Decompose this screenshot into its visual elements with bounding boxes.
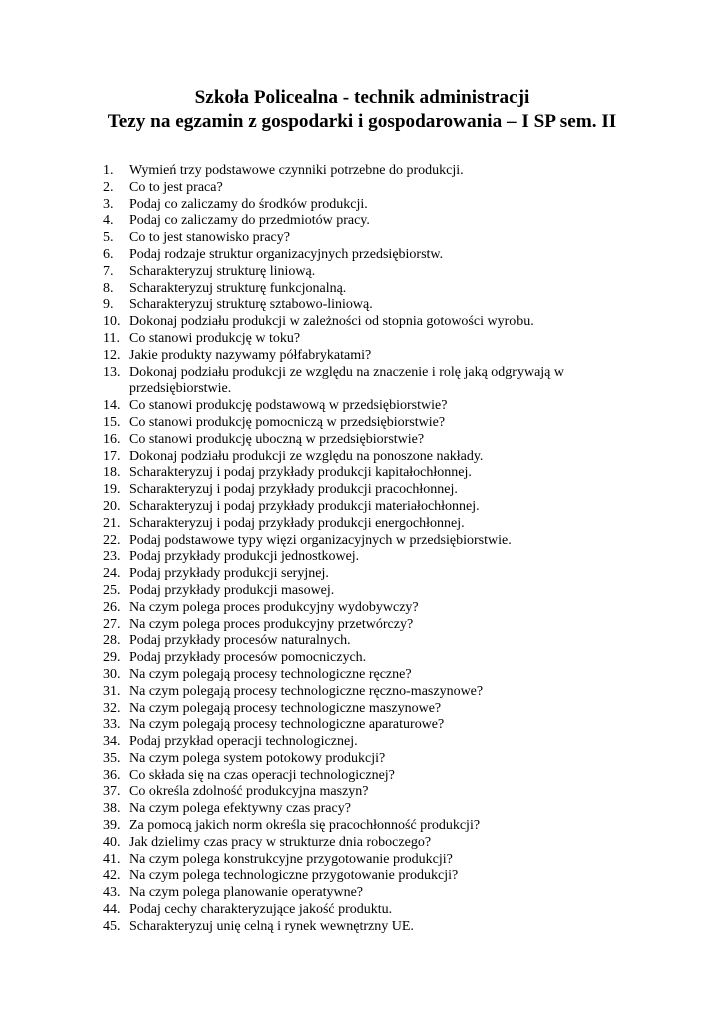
question-item	[103, 230, 603, 247]
question-number: 3.	[103, 196, 114, 212]
question-item	[103, 717, 603, 734]
question-text: Co składa się na czas operacji technologicznej?	[129, 767, 395, 783]
question-text: Podaj przykłady produkcji jednostkowej.	[129, 549, 360, 565]
question-item	[103, 784, 603, 801]
question-item	[103, 365, 603, 399]
question-number: 15.	[103, 414, 121, 430]
question-number: 43.	[103, 885, 121, 901]
question-number: 18.	[103, 465, 121, 481]
document-header	[0, 86, 724, 134]
question-item	[103, 314, 603, 331]
question-number: 28.	[103, 633, 121, 649]
question-item	[103, 617, 603, 634]
question-item	[103, 449, 603, 466]
question-item	[103, 835, 603, 852]
question-text: Na czym polegają procesy technologiczne ręczno-maszynowe?	[129, 683, 484, 699]
question-number: 16.	[103, 431, 121, 447]
question-item	[103, 902, 603, 919]
question-item	[103, 247, 603, 264]
question-item	[103, 852, 603, 869]
question-text: Scharakteryzuj strukturę sztabowo-liniową.	[129, 297, 373, 313]
question-item	[103, 818, 603, 835]
question-text: Podaj przykłady procesów naturalnych.	[129, 633, 351, 649]
question-number: 20.	[103, 498, 121, 514]
question-item	[103, 499, 603, 516]
question-number: 4.	[103, 213, 114, 229]
question-item	[103, 516, 603, 533]
question-number: 38.	[103, 801, 121, 817]
question-text: Podaj przykłady produkcji masowej.	[129, 582, 335, 598]
question-text: Za pomocą jakich norm określa się pracochłonność produkcji?	[129, 818, 481, 834]
question-text: Scharakteryzuj strukturę liniową.	[129, 263, 316, 279]
question-text: Na czym polegają procesy technologiczne ręczne?	[129, 666, 412, 682]
question-text: Na czym polega proces produkcyjny przetwórczy?	[129, 616, 414, 632]
question-number: 39.	[103, 818, 121, 834]
question-number: 37.	[103, 784, 121, 800]
question-item	[103, 885, 603, 902]
question-text: Co to jest stanowisko pracy?	[129, 230, 290, 246]
question-number: 22.	[103, 532, 121, 548]
question-number: 45.	[103, 918, 121, 934]
question-number: 26.	[103, 599, 121, 615]
question-item	[103, 684, 603, 701]
question-number: 19.	[103, 482, 121, 498]
question-number: 24.	[103, 566, 121, 582]
question-number: 44.	[103, 902, 121, 918]
question-item	[103, 331, 603, 348]
question-number: 12.	[103, 347, 121, 363]
question-text: Na czym polegają procesy technologiczne aparaturowe?	[129, 717, 445, 733]
question-text: Dokonaj podziału produkcji w zależności od stopnia gotowości wyrobu.	[129, 314, 534, 330]
question-text: Co stanowi produkcję uboczną w przedsiębiorstwie?	[129, 431, 425, 447]
question-number: 1.	[103, 163, 114, 178]
question-text: Scharakteryzuj i podaj przykłady produkcji kapitałochłonnej.	[129, 465, 472, 481]
question-number: 27.	[103, 616, 121, 632]
question-item	[103, 583, 603, 600]
question-text: Co stanowi produkcję pomocniczą w przedsiębiorstwie?	[129, 414, 446, 430]
question-number: 41.	[103, 851, 121, 867]
question-text: Podaj przykłady produkcji seryjnej.	[129, 566, 329, 582]
question-text: Jakie produkty nazywamy półfabrykatami?	[129, 347, 372, 363]
question-number: 10.	[103, 314, 121, 330]
question-number: 30.	[103, 666, 121, 682]
question-item	[103, 919, 603, 936]
question-item	[103, 633, 603, 650]
question-text: Podaj cechy charakteryzujące jakość produktu.	[129, 902, 393, 918]
question-text: Dokonaj podziału produkcji ze względu na znaczenie i rolę jaką odgrywają w przedsiębiorstwie.	[129, 364, 564, 397]
question-number: 29.	[103, 650, 121, 666]
question-item	[103, 281, 603, 298]
question-number: 2.	[103, 179, 114, 195]
question-item	[103, 180, 603, 197]
question-item	[103, 650, 603, 667]
question-number: 40.	[103, 834, 121, 850]
question-text: Podaj przykład operacji technologicznej.	[129, 734, 358, 750]
question-text: Scharakteryzuj i podaj przykłady produkcji energochłonnej.	[129, 515, 465, 531]
question-item	[103, 667, 603, 684]
question-number: 35.	[103, 750, 121, 766]
question-text: Wymień trzy podstawowe czynniki potrzebne do produkcji.	[129, 163, 464, 178]
question-item	[103, 768, 603, 785]
question-number: 14.	[103, 398, 121, 414]
question-item	[103, 264, 603, 281]
question-number: 31.	[103, 683, 121, 699]
question-text: Co stanowi produkcję podstawową w przedsiębiorstwie?	[129, 398, 448, 414]
question-text: Co określa zdolność produkcyjna maszyn?	[129, 784, 369, 800]
question-item	[103, 197, 603, 214]
question-item	[103, 868, 603, 885]
question-text: Co stanowi produkcję w toku?	[129, 330, 301, 346]
question-text: Scharakteryzuj i podaj przykłady produkcji materiałochłonnej.	[129, 498, 480, 514]
question-item	[103, 734, 603, 751]
question-item	[103, 533, 603, 550]
question-number: 34.	[103, 734, 121, 750]
question-item	[103, 701, 603, 718]
question-item	[103, 482, 603, 499]
question-text: Na czym polega proces produkcyjny wydobywczy?	[129, 599, 419, 615]
question-text: Podaj rodzaje struktur organizacyjnych przedsiębiorstw.	[129, 246, 444, 262]
question-list	[103, 163, 603, 936]
question-text: Scharakteryzuj unię celną i rynek wewnętrzny UE.	[129, 918, 414, 934]
question-item	[103, 566, 603, 583]
question-number: 23.	[103, 549, 121, 565]
question-item	[103, 432, 603, 449]
question-text: Jak dzielimy czas pracy w strukturze dnia roboczego?	[129, 834, 432, 850]
question-text: Co to jest praca?	[129, 179, 223, 195]
question-item	[103, 415, 603, 432]
question-item	[103, 600, 603, 617]
question-number: 9.	[103, 297, 114, 313]
question-text: Na czym polega efektywny czas pracy?	[129, 801, 351, 817]
question-text: Podaj co zaliczamy do środków produkcji.	[129, 196, 368, 212]
question-text: Na czym polega technologiczne przygotowanie produkcji?	[129, 868, 459, 884]
question-item	[103, 751, 603, 768]
question-text: Na czym polega planowanie operatywne?	[129, 885, 364, 901]
question-text: Podaj przykłady procesów pomocniczych.	[129, 650, 367, 666]
question-item	[103, 213, 603, 230]
question-item	[103, 549, 603, 566]
question-item	[103, 465, 603, 482]
question-number: 7.	[103, 263, 114, 279]
question-text: Scharakteryzuj strukturę funkcjonalną.	[129, 280, 347, 296]
question-item	[103, 297, 603, 314]
question-text: Na czym polega system potokowy produkcji?	[129, 750, 386, 766]
question-text: Podaj co zaliczamy do przedmiotów pracy.	[129, 213, 370, 229]
question-number: 11.	[103, 330, 120, 346]
question-number: 6.	[103, 246, 114, 262]
question-number: 42.	[103, 868, 121, 884]
question-item	[103, 348, 603, 365]
question-text: Podaj podstawowe typy więzi organizacyjnych w przedsiębiorstwie.	[129, 532, 512, 548]
question-number: 13.	[103, 364, 121, 380]
question-item	[103, 801, 603, 818]
question-number: 32.	[103, 700, 121, 716]
question-text: Na czym polega konstrukcyjne przygotowanie produkcji?	[129, 851, 453, 867]
question-item	[103, 163, 603, 180]
question-number: 36.	[103, 767, 121, 783]
question-text: Na czym polegają procesy technologiczne maszynowe?	[129, 700, 442, 716]
question-number: 33.	[103, 717, 121, 733]
exam-title: Tezy na egzamin z gospodarki i gospodarowania – I SP sem. II	[107, 111, 617, 132]
question-item	[103, 398, 603, 415]
question-number: 21.	[103, 515, 121, 531]
question-text: Scharakteryzuj i podaj przykłady produkcji pracochłonnej.	[129, 482, 458, 498]
question-number: 8.	[103, 280, 114, 296]
question-number: 5.	[103, 230, 114, 246]
question-number: 17.	[103, 448, 121, 464]
question-text: Dokonaj podziału produkcji ze względu na ponoszone nakłady.	[129, 448, 484, 464]
question-number: 25.	[103, 582, 121, 598]
school-title: Szkoła Policealna - technik administracji	[194, 87, 530, 108]
